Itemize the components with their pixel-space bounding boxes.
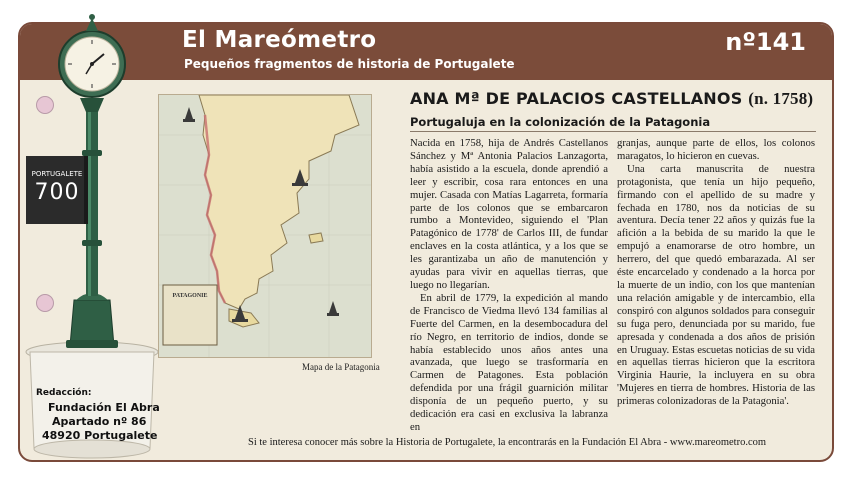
redaccion-line: 48920 Portugalete [42,429,158,442]
sign-top-text: PORTUGALETE [31,170,83,178]
article-column-1 [410,137,608,433]
article-paragraph: granjas, aunque parte de ellos, los colonos maragatos, lo hicieron en cuevas. [617,137,815,162]
map-caption: Mapa de la Patagonia [302,362,380,372]
title-divider [410,131,816,132]
publication-title: El Mareómetro [182,27,377,53]
patagonia-map [158,94,372,358]
publication-subtitle: Pequeños fragmentos de historia de Portugalete [184,57,515,71]
footer-note: Si te interesa conocer más sobre la Historia de Portugalete, la encontrarás en la Fundación El Abra - www.mareometro.com [248,437,767,448]
article-subtitle: Portugaluja en la colonización de la Patagonia [410,115,711,129]
redaccion-line: Apartado nº 86 [52,415,147,428]
redaccion-line: Fundación El Abra [48,401,160,414]
article-title-name: ANA Mª DE PALACIOS CASTELLANOS [410,89,743,108]
article-paragraph: Una carta manuscrita de nuestra protagonista, que tenía un hijo pequeño, firmando con el apellido de su madre y fechada en 1780, nos da noticias de su aventura. Decía tener 22 años y quizás fue la afición a la bebida de su marido la que le empujó a enamorarse de otro hombre, un herrero, del que quedó embarazada. Al ser éste encarcelado y condenado a la horca por la muerte de un indio, con los que mantenían una relación amigable y de intercambio, ella conspiró con algunos soldados para conseguir su fuga pero, denunciada por su marido, fue apresada y condenada a dos años de prisión en Uruguay. Estas escuetas noticias de su vida en aquellas tierras hicieron que la escritora Virginia Haurie, la incluyera en su obra 'Mujeres en tierra de hombres. Historia de las primeras colonizadoras de la Patagonia'. [617,162,815,408]
redaccion-label: Redacción: [36,388,92,398]
article-title-year: (n. 1758) [748,89,814,108]
sign-number: 700 [34,180,80,205]
map-cartouche-title: PATAGONIE [172,293,208,299]
article-paragraph: Nacida en 1758, hija de Andrés Castellanos Sánchez y Mª Antonia Palacios Lanzagorta, había asistido a la escuela, donde aprendió a leer y escribir, cosa rara entonces en una mujer. Casada con Matías Lagarreta, formaría parte de los colonos que se embarcaron rumbo a Montevideo, siguiendo el 'Plan Patagónico de 1778' de Carlos III, de fundar enclaves en la costa atlántica, y a los que se les garantizaba un año de manutención y ayudas para vivir en aquellas tierras, que luego no llegarían. [410,137,608,291]
article-column-2 [617,137,815,417]
article-paragraph: En abril de 1779, la expedición al mando de Francisco de Viedma llevó 134 familias al Fuerte del Carmen, en la desembocadura del río Negro, en territorio de indios, donde se había establecido unos años antes una avanzada, que luego se trasformaría en Carmen de Patagones. Esta población defendida por una frágil guarnición militar disponía de un pequeño puerto, y su dedicación era casi en exclusiva la labranza en [410,291,608,433]
map-drawing [159,95,371,357]
article-title [410,89,813,109]
issue-number: nº141 [725,28,806,56]
